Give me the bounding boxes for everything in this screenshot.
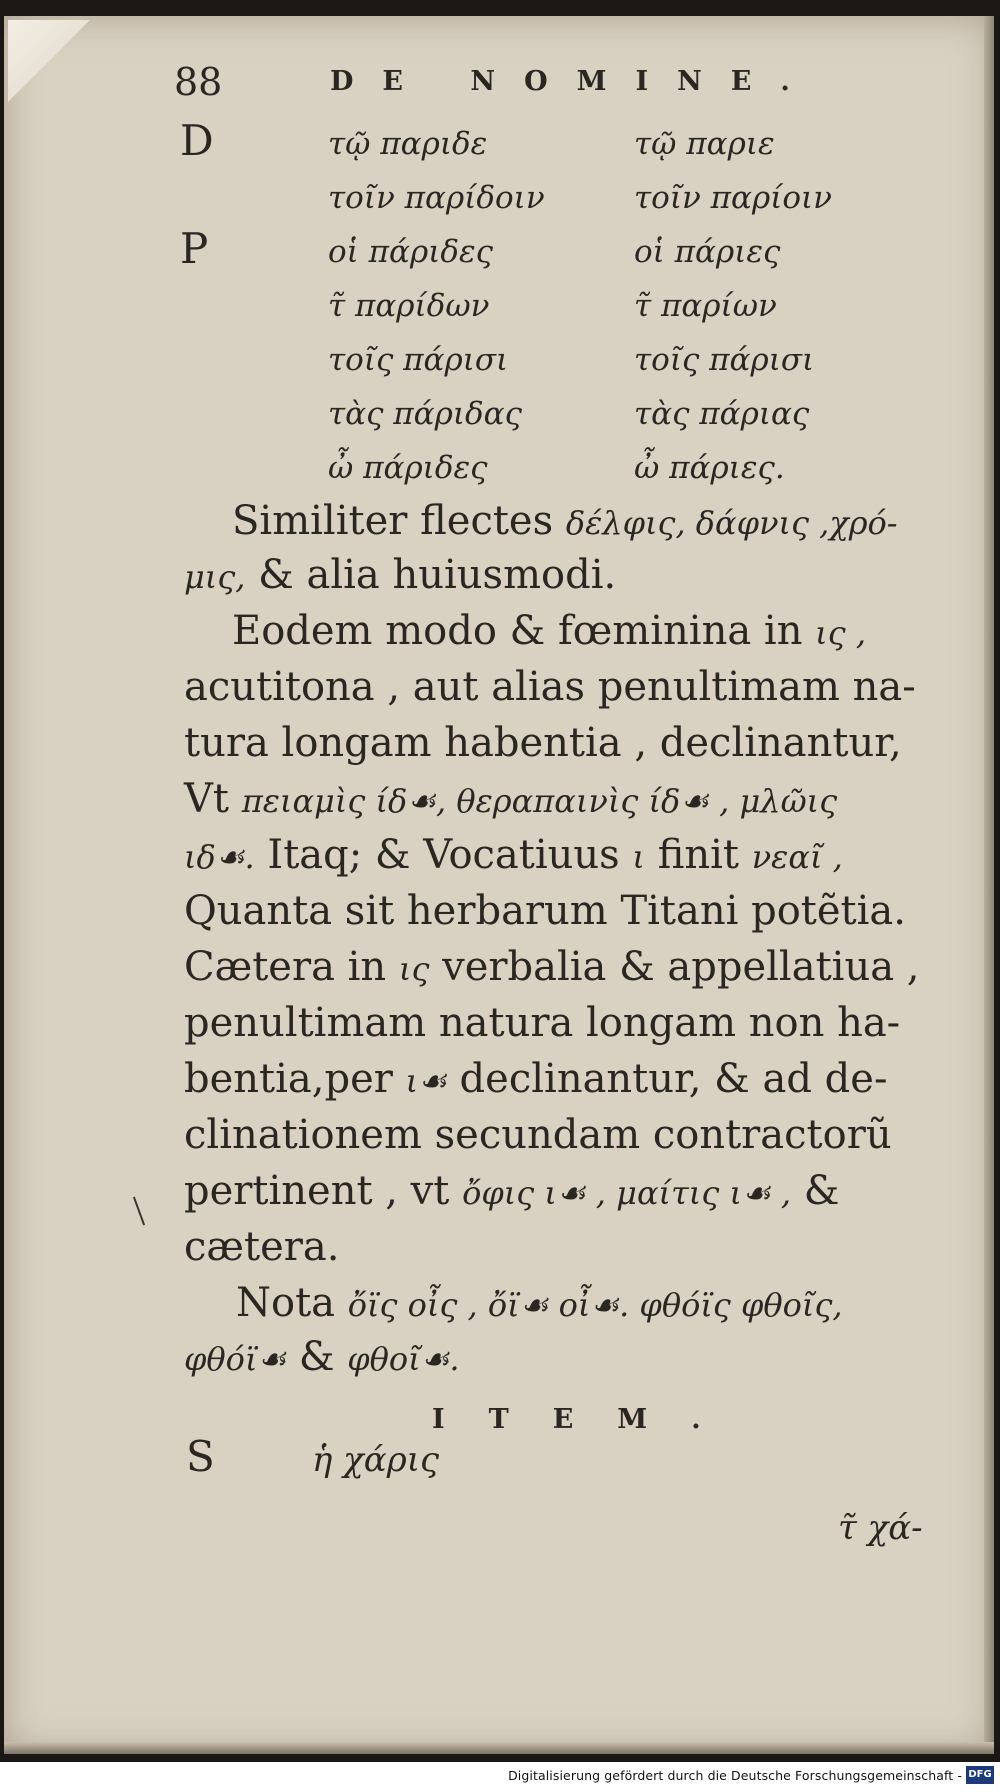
latin-text: bentia,per — [184, 1056, 393, 1102]
latin-text: pertinent , vt — [184, 1168, 450, 1214]
greek-text: νεαῖ , — [751, 838, 843, 876]
greek-text: φθοῖ☙. — [347, 1340, 460, 1378]
latin-text: & — [803, 1168, 840, 1214]
greek-text: ις — [398, 950, 430, 988]
declension-right-cell: οἱ πάριες — [634, 234, 781, 270]
section-heading: ITEM. — [432, 1404, 745, 1435]
greek-text: πειαμὶς ίδ☙, θεραπαινὶς ίδ☙ , μλῶις — [241, 782, 838, 820]
greek-text: φθόϊ☙ — [184, 1340, 287, 1378]
greek-text: ις , — [815, 614, 866, 652]
text-line — [184, 776, 837, 822]
declension-left-cell: τὰς πάριδας — [328, 396, 522, 432]
declension-right-cell: τῷ παριε — [634, 126, 775, 162]
latin-text: Vt — [184, 776, 229, 822]
declension-left-cell: ὦ πάριδες — [328, 450, 488, 486]
greek-text: ὄφις ι☙ , μαίτις ι☙ , — [462, 1174, 792, 1212]
latin-text: verbalia & appellatiua , — [442, 944, 920, 990]
text-line — [236, 1280, 843, 1326]
dfg-logo: DFG — [966, 1766, 994, 1784]
page-edge-right — [984, 16, 994, 1753]
page-edge-bottom — [4, 1742, 994, 1754]
text-line — [184, 552, 616, 598]
text-line — [184, 1168, 839, 1214]
greek-text: ι☙ — [405, 1062, 447, 1100]
catchword: τ̃ χά- — [838, 1508, 923, 1548]
text-line — [184, 1056, 887, 1102]
declension-left-cell: τῷ παριδε — [328, 126, 488, 162]
text-line: acutitona , aut alias penultimam na- — [184, 664, 916, 710]
text-line — [184, 832, 843, 878]
text-line — [184, 1334, 460, 1380]
latin-text: & — [298, 1334, 335, 1380]
running-head: DE NOMINE. — [330, 66, 819, 97]
latin-text: Nota — [236, 1280, 336, 1326]
declension-right-cell: τὰς πάριας — [634, 396, 810, 432]
declension-right-cell: τ̃ παρίων — [634, 288, 777, 324]
latin-text: & alia huiusmodi. — [258, 552, 617, 598]
latin-text: Eodem modo & fœminina in — [232, 608, 803, 654]
latin-text: Itaq; & Vocatiuus — [267, 832, 620, 878]
declension-right-cell: ὦ πάριες. — [634, 450, 785, 486]
footer-credit: Digitalisierung gefördert durch die Deutsche Forschungsgemeinschaft - — [508, 1768, 962, 1783]
greek-text: ιδ☙. — [184, 838, 255, 876]
text-line — [232, 498, 898, 544]
text-line: clinationem secundam contractorũ — [184, 1112, 892, 1158]
declension-left-cell: τοῖν παρίδοιν — [328, 180, 545, 216]
margin-letter-plural: P — [180, 224, 209, 273]
text-line: cætera. — [184, 1224, 340, 1270]
latin-text: Cætera in — [184, 944, 387, 990]
greek-text: ι — [632, 838, 645, 876]
text-line: tura longam habentia , declinantur, — [184, 720, 902, 766]
page-number: 88 — [174, 60, 223, 104]
text-line: penultimam natura longam non ha- — [184, 1000, 901, 1046]
margin-letter-singular: S — [186, 1432, 215, 1481]
declension-right-cell: τοῖς πάρισι — [634, 342, 815, 378]
greek-text: δέλφις, δάφνις ,χρό- — [565, 504, 898, 542]
singular-form: ἡ χάρις — [312, 1440, 440, 1480]
greek-text: ὄϊς οἶς , ὄϊ☙ οἶ☙. φθόϊς φθοῖς, — [347, 1286, 843, 1324]
declension-right-cell: τοῖν παρίοιν — [634, 180, 833, 216]
latin-text: Similiter flectes — [232, 498, 554, 544]
book-page — [4, 16, 994, 1753]
latin-text: finit — [657, 832, 739, 878]
text-line — [232, 608, 866, 654]
text-line — [184, 944, 919, 990]
declension-left-cell: οἱ πάριδες — [328, 234, 494, 270]
text-line: Quanta sit herbarum Titani potẽtia. — [184, 888, 906, 934]
declension-left-cell: τοῖς πάρισι — [328, 342, 509, 378]
latin-text: declinantur, & ad de- — [459, 1056, 888, 1102]
greek-text: μις, — [184, 558, 246, 596]
margin-letter-dual: D — [180, 116, 214, 165]
declension-left-cell: τ̃ παρίδων — [328, 288, 490, 324]
